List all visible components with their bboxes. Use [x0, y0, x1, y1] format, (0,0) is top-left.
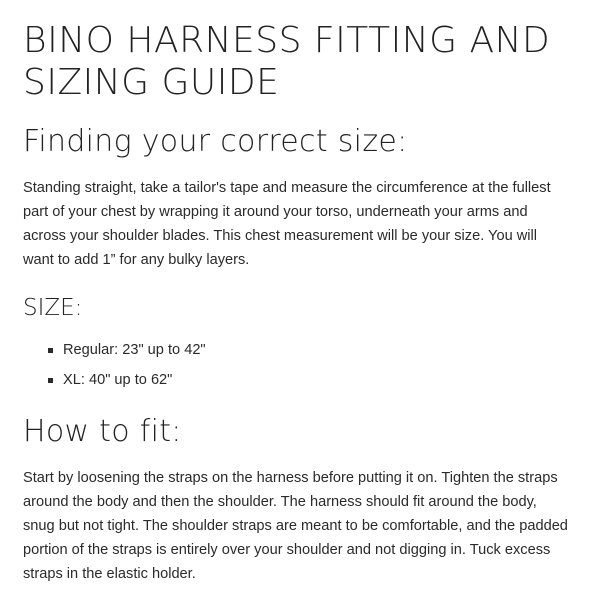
size-list-item-xl	[23, 365, 206, 395]
finding-size-heading: Finding your correct size:	[23, 124, 408, 159]
size-regular-text: Regular: 23" up to 42"	[63, 342, 206, 358]
how-to-fit-heading: How to fit:	[23, 414, 182, 449]
finding-size-paragraph: Standing straight, take a tailor's tape and measure the circumference at the fullest part of your chest by wrapping it around your torso, underneath your arms and across your shoulder blades. This chest measurement will be your size. You will want to add 1” for any bulky layers.	[23, 180, 551, 268]
size-list	[23, 335, 206, 395]
size-xl-text: XL: 40" up to 62"	[63, 372, 173, 388]
bullet-icon	[48, 378, 53, 383]
size-list-item-regular	[23, 335, 206, 365]
page-title: BINO HARNESS FITTING AND SIZING GUIDE	[23, 20, 551, 103]
how-to-fit-paragraph: Start by loosening the straps on the harness before putting it on. Tighten the straps around the body and then the shoulder. The harness should fit around the body, snug but not tight. The shoulder straps are meant to be comfortable, and the padded portion of the straps is entirely over your shoulder and not digging in. Tuck excess straps in the elastic holder.	[23, 470, 568, 582]
bullet-icon	[48, 348, 53, 353]
size-heading: SIZE:	[23, 295, 83, 321]
